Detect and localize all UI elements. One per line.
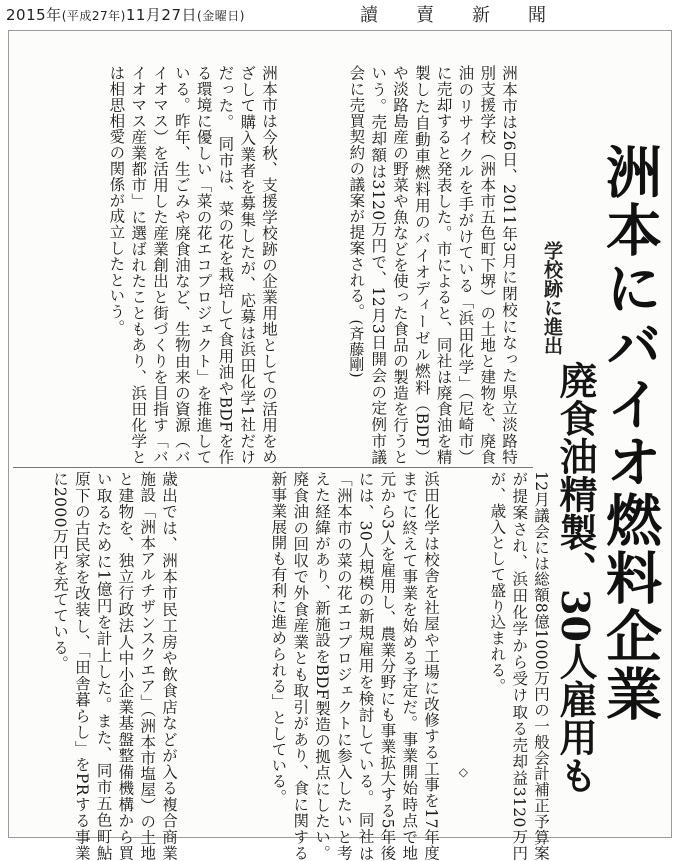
paragraph-2: 洲本市は今秋、支援学校跡の企業用地としての活用をめざして購入業者を募集したが、応募は浜田化学1社だけだった。 [216, 65, 278, 465]
article-paragraph-block-lower-middle [181, 471, 441, 861]
date-month-day: 11月27日 [125, 6, 198, 24]
paragraph-4: 浜田化学は校舎を社屋や工場に改修する工事を17年度までに終えて事業を始める予定だ。事業開始時点で地元から3人を雇用し、農業分野にも事業拡大する5年後には、30人規模の新規雇用を検討している。 [356, 471, 440, 861]
section-marker: ◇ [458, 765, 468, 779]
column-divider [13, 467, 533, 468]
date-era: (平成27年) [61, 9, 126, 23]
masthead [0, 0, 677, 28]
paragraph-6: 12月議会には総額8億1000万円の一般会計補正予算案が提案され、浜田化学から受け取る売却益3120万円が、歳入として盛り込まれる。 [488, 471, 550, 861]
article-subhead: 廃食油精製、30人雇用も [553, 361, 598, 794]
article-paragraph-block-lower-left [7, 471, 179, 861]
publication-date [6, 4, 245, 25]
article-kicker: 学校跡に進出 [541, 241, 563, 355]
paragraph-5: 同社は「洲本市の菜の花エコプロジェクトに参入したいと考えた経緯があり、新施設をBDF製造の拠点にしたい。廃食油の回収で外食産業とも取引があり、食に関する新事業展開も有利に進められる」としている。 [269, 471, 375, 861]
article-headline: 洲本にバイオ燃料企業 [597, 143, 663, 723]
paragraph-3: 同市は、菜の花を栽培して食用油やBDFを作る環境に優しい「菜の花エコプロジェクト」を推進している。昨年、生ごみや廃食油など、生物由来の資源（バイオマス）を活用した産業創出と街づくりを目指す「バイオマス産業都市」に選ばれたこともあり、浜田化学とは相思相愛の関係が成立したという。 [107, 65, 235, 465]
date-year: 2015年 [6, 6, 62, 24]
newspaper-name: 讀賣新聞 [360, 5, 584, 26]
article-byline: (斉藤剛) [347, 319, 366, 379]
article-paragraph-budget [441, 471, 551, 861]
article-paragraph-lead [283, 65, 519, 465]
paragraph-7: 歳出では、洲本市民工房や飲食店などが入る複合商業施設「洲本アルチザンスクエア」（洲本市塩屋）の土地と建物を、独立行政法人中小企業基盤整備機構から買い取るために1億円を計上した。また、同市五色町鮎原下の古民家を改装し、「田舎暮らし」をPRする事業に2000万円を充てている。 [51, 471, 178, 861]
article-paragraph-block-upper-left [17, 65, 279, 465]
date-weekday: (金曜日) [197, 9, 245, 23]
paragraph-1: 洲本市は26日、2011年3月に閉校になった県立淡路特別支援学校（洲本市五色町下堺）の土地と建物を、廃食油のリサイクルを手がけている「浜田化学」（尼崎市）に売却すると発表した。市によると、同社は廃食油を精製した自動車燃料用のバイオディーゼル燃料（BDF）や淡路島産の野菜や魚などを使った食品の製造を行うという。売却額は3120万円で、12月3日開会の定例市議会に売買契約の議案が提案される。 [347, 65, 518, 465]
article-clipping [8, 30, 672, 861]
